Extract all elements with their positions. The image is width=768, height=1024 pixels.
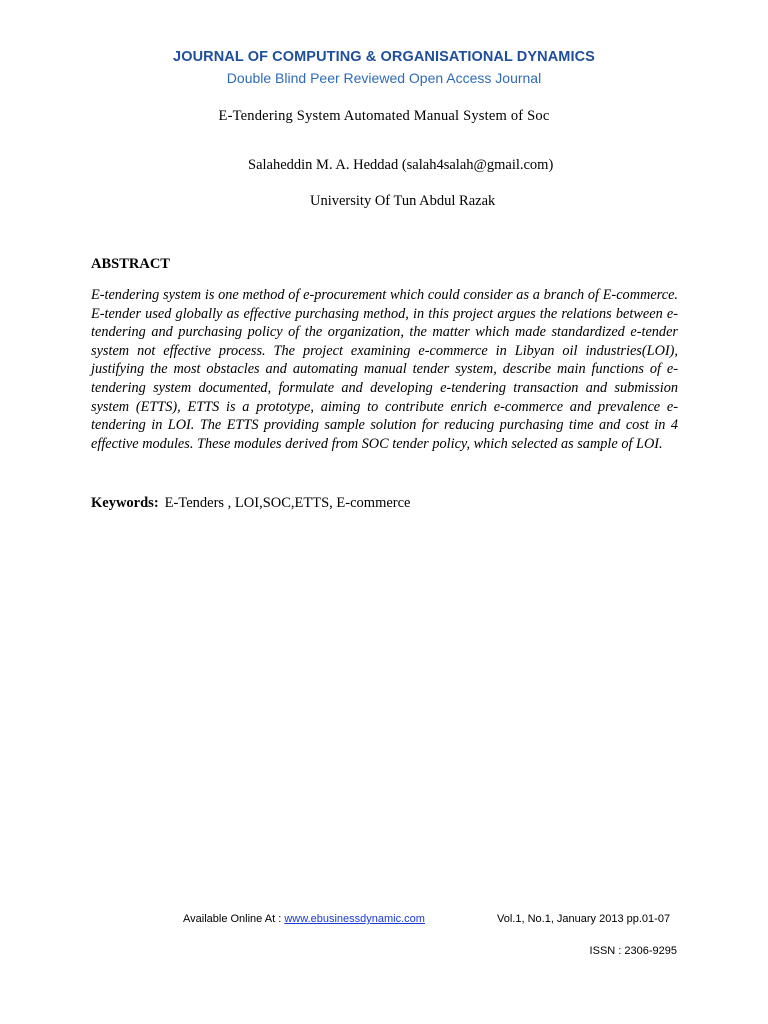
- paper-title: E-Tendering System Automated Manual System of Soc: [218, 108, 550, 124]
- author-line: Salaheddin M. A. Heddad (salah4salah@gmail.com): [248, 157, 554, 173]
- footer-issn: ISSN : 2306-9295: [589, 945, 677, 957]
- keywords-label: Keywords:: [91, 495, 159, 511]
- available-online-label: Available Online At :: [183, 913, 285, 925]
- journal-subtitle: Double Blind Peer Reviewed Open Access Journal: [226, 70, 542, 86]
- footer-availability: [183, 913, 425, 925]
- affiliation: University Of Tun Abdul Razak: [310, 193, 496, 209]
- keywords-value: E-Tenders , LOI,SOC,ETTS, E-commerce: [164, 495, 411, 511]
- abstract-heading: ABSTRACT: [91, 256, 170, 272]
- journal-name: JOURNAL OF COMPUTING & ORGANISATIONAL DYNAMICS: [173, 49, 595, 65]
- website-link[interactable]: www.ebusinessdynamic.com: [284, 913, 425, 925]
- keywords: [91, 495, 411, 512]
- footer-volume: Vol.1, No.1, January 2013 pp.01-07: [497, 913, 671, 925]
- abstract-body: E-tendering system is one method of e-procurement which could consider as a branch of E-commerce. E-tender used globally as effective purchasing method, in this project argues the relations between e-tendering and purchasing policy of the organization, the matter which made standardized e-tender system not effective process. The project examining e-commerce in Libyan oil industries(LOI), justifying the most obstacles and automating manual tender system, describe main functions of e-tendering system documented, formulate and developing e-tendering transaction and submission system (ETTS), ETTS is a prototype, aiming to contribute enrich e-commerce and prevalence e-tendering in LOI. The ETTS providing sample solution for reducing purchasing time and cost in 4 effective modules. These modules derived from SOC tender policy, which selected as sample of LOI.: [91, 287, 678, 452]
